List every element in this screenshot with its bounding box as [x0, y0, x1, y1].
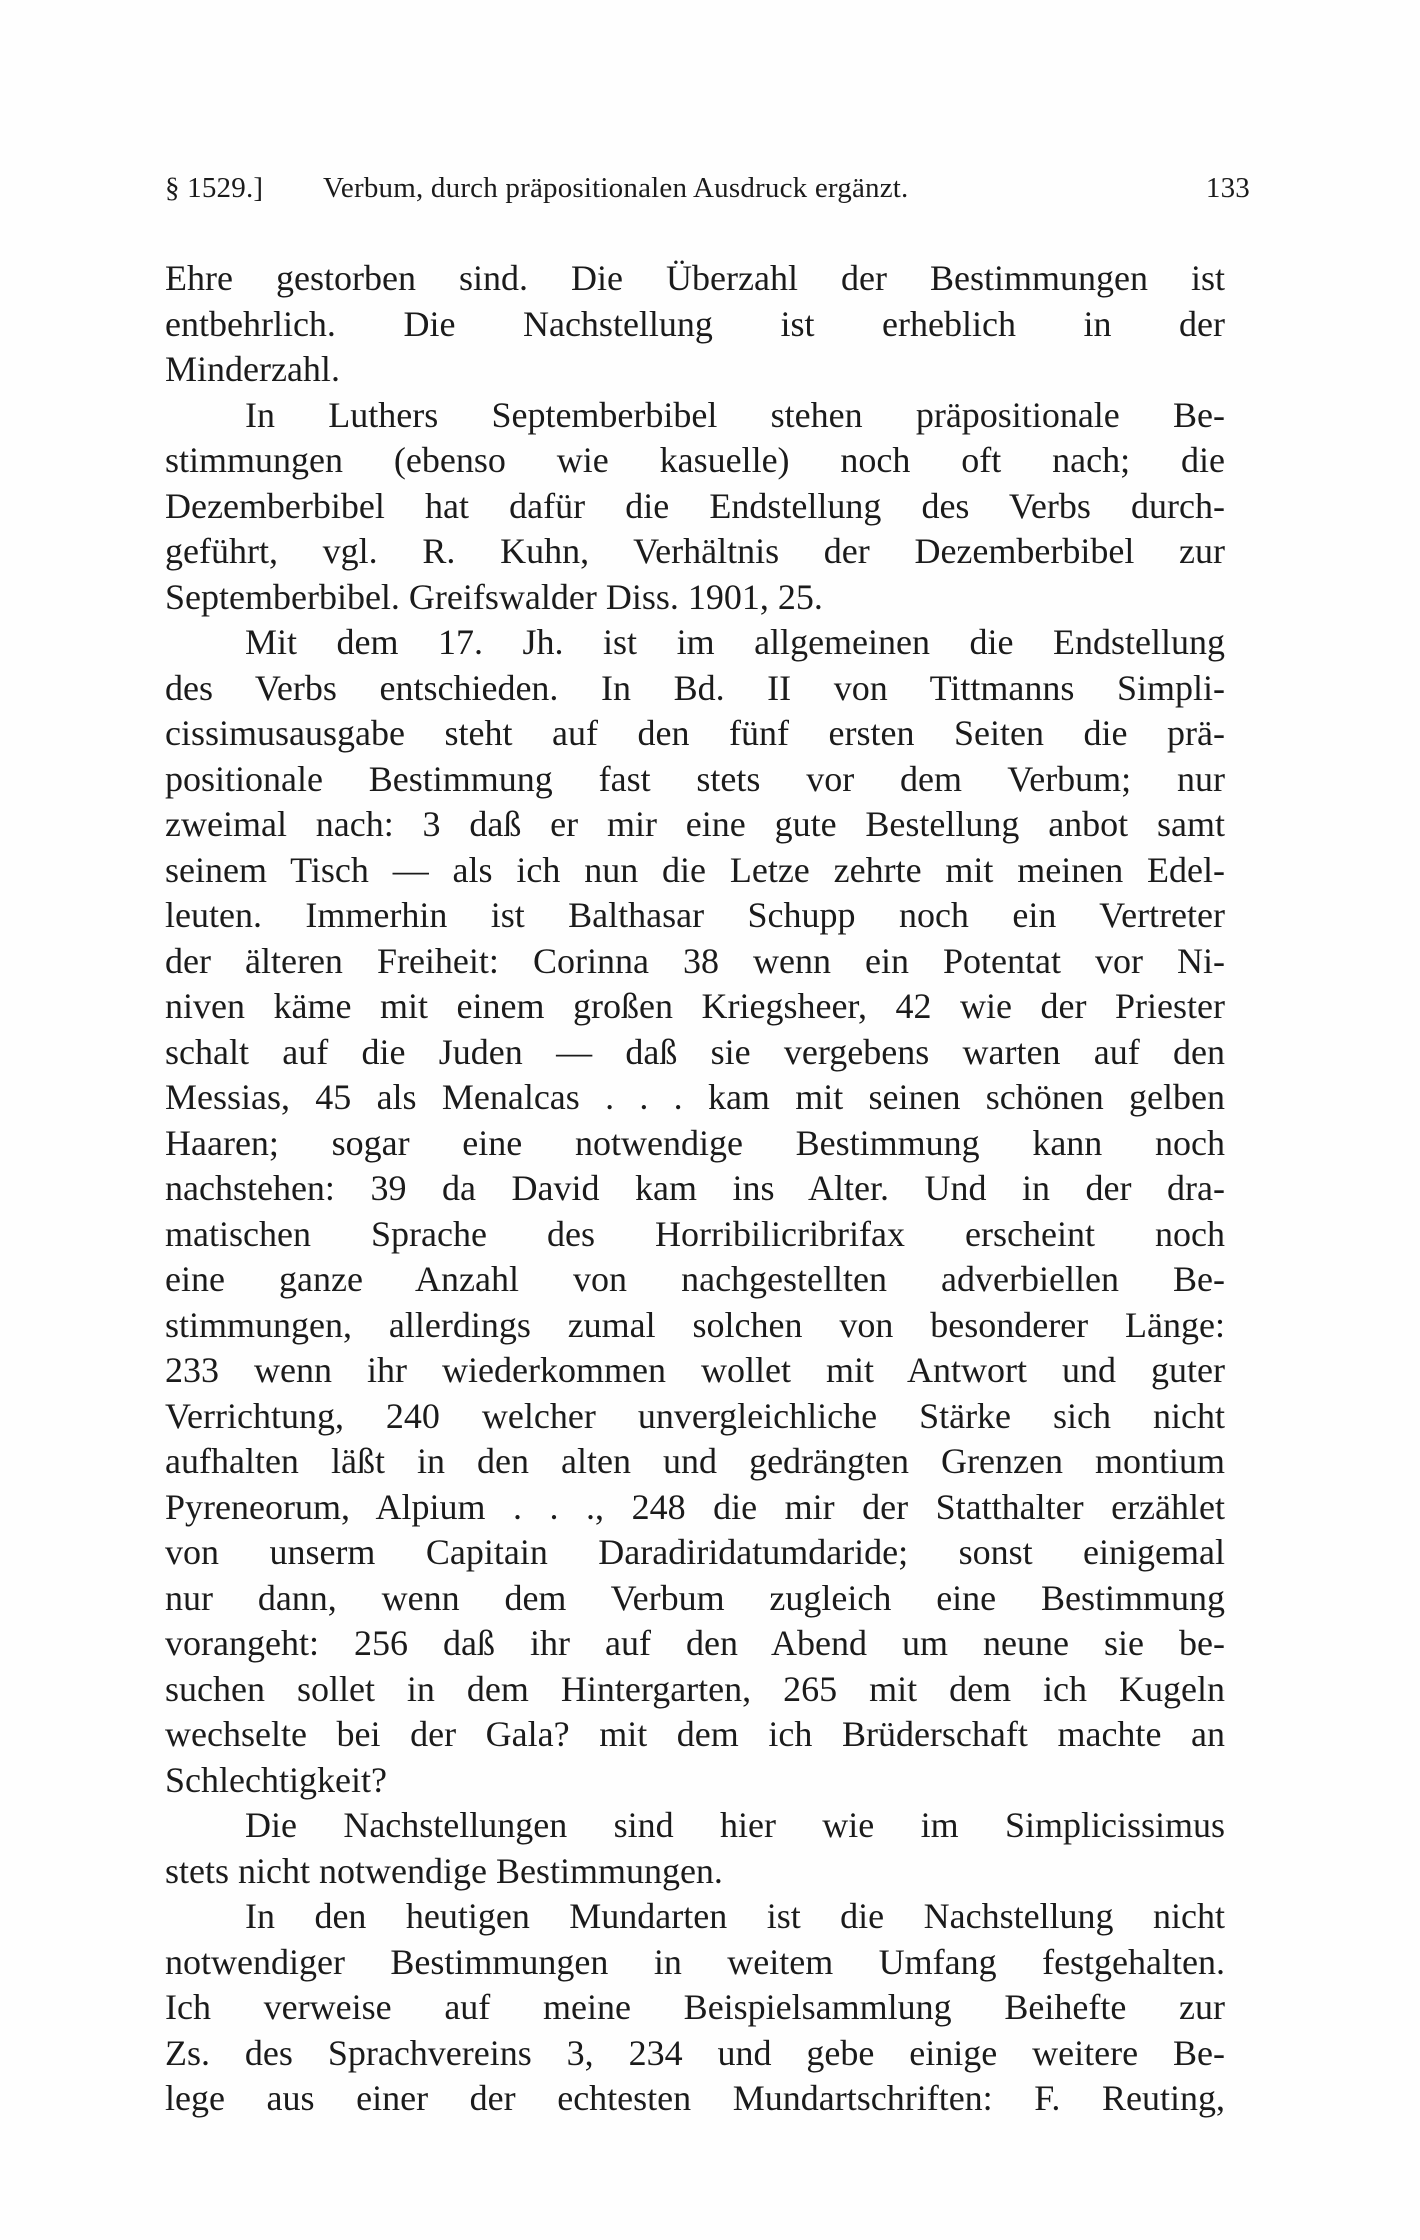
running-head: [165, 172, 1250, 212]
text-line: niven käme mit einem großen Kriegsheer, 42 wie der Priester: [165, 986, 1225, 1026]
text-line: nachstehen: 39 da David kam ins Alter. Und in der dra-: [165, 1168, 1225, 1208]
text-line: In Luthers Septemberbibel stehen präpositionale Be-: [245, 394, 1225, 435]
text-line: Ich verweise auf meine Beispielsammlung Beihefte zur: [165, 1987, 1225, 2027]
text-line: Mit dem 17. Jh. ist im allgemeinen die Endstellung: [245, 622, 1225, 662]
text-line: Dezemberbibel hat dafür die Endstellung des Verbs durch-: [165, 485, 1225, 526]
text-line: In den heutigen Mundarten ist die Nachstellung nicht: [245, 1896, 1225, 1936]
text-line: 233 wenn ihr wiederkommen wollet mit Antwort und guter: [165, 1350, 1225, 1390]
text-line: von unserm Capitain Daradiridatumdaride; sonst einigemal: [165, 1532, 1225, 1572]
text-line: Pyreneorum, Alpium . . ., 248 die mir der Statthalter erzählet: [165, 1486, 1225, 1527]
text-line: leuten. Immerhin ist Balthasar Schupp noch ein Vertreter: [165, 895, 1225, 935]
text-line: aufhalten läßt in den alten und gedrängten Grenzen montium: [165, 1441, 1225, 1481]
text-line: notwendiger Bestimmungen in weitem Umfang festgehalten.: [165, 1941, 1225, 1982]
text-line: stimmungen, allerdings zumal solchen von besonderer Länge:: [165, 1304, 1225, 1345]
text-line: Die Nachstellungen sind hier wie im Simplicissimus: [245, 1805, 1225, 1845]
text-line: zweimal nach: 3 daß er mir eine gute Bestellung anbot samt: [165, 804, 1225, 844]
text-line: des Verbs entschieden. In Bd. II von Tittmanns Simpli-: [165, 667, 1225, 708]
text-line: Septemberbibel. Greifswalder Diss. 1901, 25.: [165, 576, 823, 617]
text-line: geführt, vgl. R. Kuhn, Verhältnis der Dezemberbibel zur: [165, 531, 1225, 571]
text-line: eine ganze Anzahl von nachgestellten adverbiellen Be-: [165, 1259, 1225, 1299]
text-line: stets nicht notwendige Bestimmungen.: [165, 1850, 723, 1891]
text-line: stimmungen (ebenso wie kasuelle) noch oft nach; die: [165, 440, 1225, 480]
text-line: Minderzahl.: [165, 349, 340, 389]
text-line: wechselte bei der Gala? mit dem ich Brüderschaft machte an: [165, 1714, 1225, 1754]
text-line: Haaren; sogar eine notwendige Bestimmung kann noch: [165, 1122, 1225, 1163]
text-line: Ehre gestorben sind. Die Überzahl der Bestimmungen ist: [165, 258, 1225, 298]
body-text: [165, 256, 1225, 2122]
text-line: Schlechtigkeit?: [165, 1759, 387, 1800]
text-line: suchen sollet in dem Hintergarten, 265 mit dem ich Kugeln: [165, 1668, 1225, 1709]
section-reference: § 1529.]: [165, 172, 264, 204]
text-line: matischen Sprache des Horribilicribrifax erscheint noch: [165, 1213, 1225, 1254]
text-line: cissimusausgabe steht auf den fünf ersten Seiten die prä-: [165, 713, 1225, 753]
text-line: seinem Tisch — als ich nun die Letze zehrte mit meinen Edel-: [165, 849, 1225, 890]
text-line: vorangeht: 256 daß ihr auf den Abend um neune sie be-: [165, 1623, 1225, 1663]
text-line: entbehrlich. Die Nachstellung ist erheblich in der: [165, 303, 1225, 344]
page-number: 133: [1205, 172, 1250, 204]
text-line: lege aus einer der echtesten Mundartschriften: F. Reuting,: [165, 2078, 1225, 2118]
text-line: Verrichtung, 240 welcher unvergleichliche Stärke sich nicht: [165, 1395, 1225, 1436]
text-line: der älteren Freiheit: Corinna 38 wenn ein Potentat vor Ni-: [165, 940, 1225, 981]
text-line: positionale Bestimmung fast stets vor dem Verbum; nur: [165, 758, 1225, 799]
text-line: nur dann, wenn dem Verbum zugleich eine Bestimmung: [165, 1577, 1225, 1618]
running-title: Verbum, durch präpositionalen Ausdruck ergänzt.: [323, 172, 909, 204]
text-line: Zs. des Sprachvereins 3, 234 und gebe einige weitere Be-: [165, 2032, 1225, 2073]
text-line: schalt auf die Juden — daß sie vergebens warten auf den: [165, 1031, 1225, 1072]
text-line: Messias, 45 als Menalcas . . . kam mit seinen schönen gelben: [165, 1077, 1225, 1117]
